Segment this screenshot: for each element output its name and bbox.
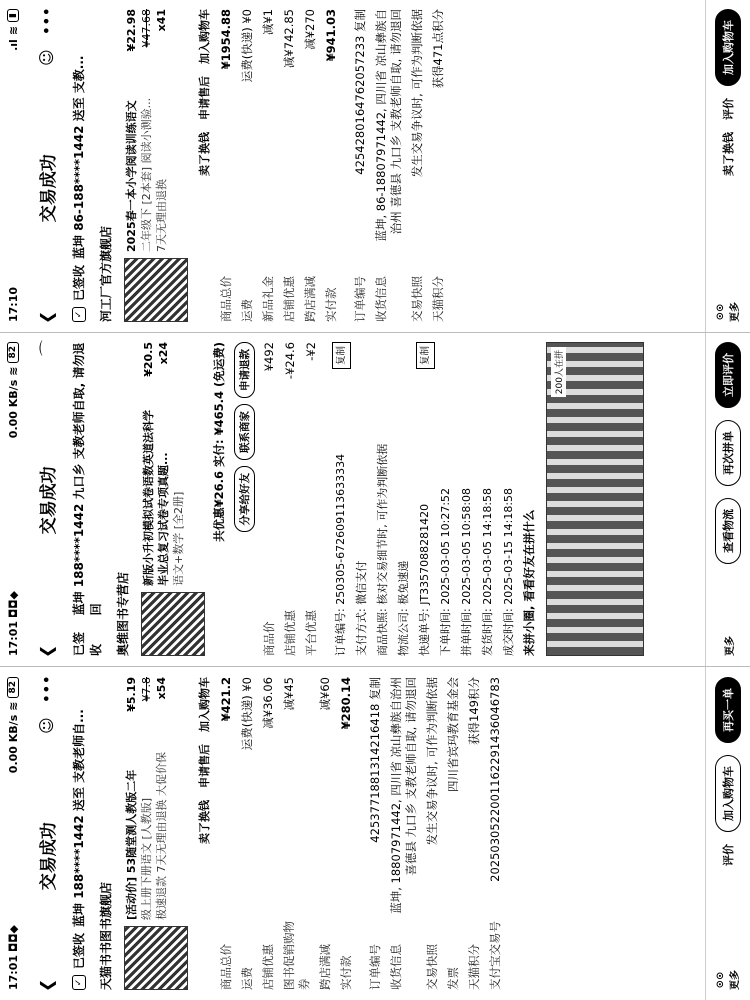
price-row: [301, 332, 322, 666]
product-price: ¥22.98: [125, 9, 138, 52]
detail-value: 2025-03-05 10:27:52: [439, 487, 452, 605]
detail-label: 快递单号: [418, 612, 431, 656]
row-label: 发票: [446, 967, 460, 990]
more-button[interactable]: ⊙⊙ 更多: [715, 302, 741, 322]
status-time: 17:01: [6, 954, 20, 990]
row-value: ¥280.14: [339, 677, 353, 730]
detail-value: 微信支付: [355, 560, 368, 605]
row-value: 减¥742.85: [282, 9, 296, 69]
row-label: 运费: [240, 967, 254, 990]
detail-row: 成交时间: 2025-03-15 14:18:58: [502, 487, 515, 656]
wifi-icon: ≋: [6, 701, 20, 711]
row-label: 店铺优惠: [261, 944, 275, 990]
battery-icon: 82: [7, 342, 19, 363]
delivery-address[interactable]: [66, 667, 91, 1000]
bottom-bar: [705, 667, 750, 1000]
row-value: ¥421.2: [219, 677, 233, 722]
signed-icon: ✓: [72, 975, 86, 990]
detail-value: JT3357088281420: [418, 503, 431, 605]
order-number-row: [350, 0, 371, 332]
detail-row: 拼单时间: 2025-03-05 10:58:08: [460, 487, 473, 656]
detail-label: 商品快照: [376, 612, 389, 656]
shop-name[interactable]: 奥维图书专营店: [116, 571, 130, 656]
product-quantity: x54: [155, 677, 168, 700]
signed-state: 已签收: [72, 631, 103, 656]
sell-button[interactable]: 卖了换钱: [198, 800, 211, 844]
row-value: 运费(快递) ¥0: [240, 677, 254, 751]
battery-icon: 82: [7, 677, 19, 698]
delivery-address[interactable]: [66, 0, 91, 332]
add-cart-button[interactable]: 加入购物车: [198, 677, 211, 732]
row-label: 跨店满减: [318, 944, 332, 990]
detail-value: 极兔速递: [397, 560, 410, 605]
product-service: 7天无理由退换: [155, 179, 168, 252]
net-speed: 0.00 KB/s: [6, 714, 20, 774]
invoice-row[interactable]: [443, 667, 464, 1000]
status-bar: [0, 0, 26, 332]
page-title: 交易成功: [38, 822, 59, 891]
page-title: 交易成功: [38, 466, 59, 535]
sell-button[interactable]: 卖了换钱: [198, 132, 211, 176]
product-thumbnail: [124, 258, 188, 322]
banner-badge: 200人在拼: [551, 347, 566, 397]
battery-icon: ▮: [7, 9, 19, 22]
row-label: 收货信息: [374, 276, 388, 322]
product-name: [活动价] 53随堂测人教版二年: [125, 769, 138, 920]
price-row: [237, 0, 258, 332]
order-panel-2: [0, 332, 750, 667]
status-time: 17:01: [6, 620, 20, 656]
detail-row: 发货时间: 2025-03-05 14:18:58: [481, 487, 494, 656]
bottom-bar: [705, 332, 750, 666]
price-row: [279, 0, 300, 332]
row-label: 商品总价: [219, 944, 233, 990]
net-speed: 0.00 KB/s: [6, 379, 20, 439]
nav-bar: [26, 332, 66, 666]
bottom-bar: [705, 0, 750, 332]
price-row: [237, 667, 258, 1000]
receiver-row: [386, 667, 422, 1000]
total-line: [209, 332, 230, 666]
row-value: ¥492: [262, 342, 276, 372]
add-cart-button[interactable]: 加入购物车: [198, 9, 211, 64]
more-icon[interactable]: •••: [36, 7, 56, 36]
copy-button[interactable]: 复制: [368, 677, 382, 700]
order-number-row: [365, 667, 386, 1000]
order-panel-3: [0, 0, 750, 333]
detail-row: 订单编号: 250305-672609113633334 复制: [330, 332, 351, 666]
share-friend-button[interactable]: 分享给好友: [234, 466, 255, 533]
view-logistics-button[interactable]: 查看物流: [715, 498, 741, 564]
copy-button[interactable]: 复制: [416, 342, 435, 369]
points-text: 获得471点积分: [431, 9, 445, 89]
product-spec: 语文+数学 [全2册]: [172, 491, 185, 586]
more-button[interactable]: ⊙⊙ 更多: [715, 970, 741, 990]
row-label: 实付款: [339, 955, 353, 990]
detail-label: 下单时间: [439, 612, 452, 656]
detail-row: 物流公司: 极兔速递: [397, 560, 410, 656]
product-original-price: ¥7.8: [140, 677, 153, 702]
detail-value: 2025-03-05 14:18:58: [481, 487, 494, 605]
status-bar: [0, 332, 26, 666]
more-icon: ⊙⊙: [715, 971, 726, 989]
snapshot-text: 发生交易争议时, 可作为判断依据: [410, 9, 424, 178]
row-value: 减¥45: [282, 677, 296, 711]
price-row: [280, 332, 301, 666]
status-bar: [0, 667, 26, 1000]
more-icon: ⊙⊙: [715, 303, 726, 321]
price-row: [279, 667, 315, 1000]
alipay-row: [485, 667, 506, 1000]
detail-label: 发货时间: [481, 612, 494, 656]
detail-label: 拼单时间: [460, 612, 473, 656]
points-row[interactable]: [464, 667, 485, 1000]
product-item[interactable]: [137, 332, 209, 666]
points-row[interactable]: [428, 0, 449, 332]
detail-row: 快递单号: JT3357088281420 复制: [414, 332, 435, 666]
row-label: 交易快照: [410, 276, 424, 322]
contact-seller-button[interactable]: 联系商家: [234, 404, 255, 460]
more-button[interactable]: 更多: [724, 636, 736, 656]
row-value: -¥2: [304, 342, 318, 361]
refund-button[interactable]: 申请退款: [234, 342, 255, 398]
detail-row: 支付方式: 微信支付: [355, 560, 368, 656]
promo-banner[interactable]: [546, 342, 644, 656]
detail-label: 成交时间: [502, 612, 515, 656]
snapshot-row[interactable]: [407, 0, 428, 332]
row-label: 图书促销购物券: [282, 921, 311, 990]
row-value: 减¥60: [318, 677, 332, 711]
detail-value: 250305-672609113633334: [334, 453, 347, 605]
copy-button[interactable]: 复制: [353, 9, 367, 32]
receiver-row: [371, 0, 407, 332]
group-circle-row[interactable]: [519, 332, 540, 666]
price-row: [258, 0, 279, 332]
more-icon[interactable]: •••: [36, 675, 56, 704]
detail-label: 支付方式: [355, 612, 368, 656]
product-spec: 二年级下 [2本套] 阅读小测验...: [140, 97, 153, 252]
price-row: [315, 667, 336, 1000]
shop-name[interactable]: 天猫书书图书旗舰店: [99, 881, 113, 990]
row-label: 天猫积分: [467, 944, 481, 990]
wifi-icon: ≋: [6, 366, 20, 376]
product-price: ¥5.19: [125, 677, 138, 712]
order-panel-1: [0, 667, 750, 1000]
signed-icon: ✓: [72, 307, 86, 322]
row-label: 平台优惠: [304, 610, 318, 656]
row-value: 减¥1: [261, 9, 275, 36]
price-row[interactable]: [321, 0, 342, 332]
detail-row: 下单时间: 2025-03-05 10:27:52: [439, 487, 452, 656]
after-sale-button[interactable]: 申请售后: [198, 744, 211, 788]
group-circle-text: 来拼小圈, 看看好友在拼什么: [522, 509, 536, 656]
row-label: 订单编号: [353, 276, 367, 322]
alipay-number: 2025030522001162291436046783: [488, 677, 502, 882]
order-number: 4254280164762057233: [353, 35, 367, 175]
product-name: 新版小升初模拟试卷语数英道法科学毕业总复习试卷专项真题...: [142, 410, 170, 586]
review-button[interactable]: 评价: [722, 98, 735, 120]
product-item[interactable]: [120, 667, 192, 1000]
product-spec: 级上册下册语文 [人教版]: [140, 797, 153, 920]
notification-icon: ◘◘◆: [6, 591, 20, 618]
row-label: 新品礼金: [261, 276, 275, 322]
service-icon[interactable]: ☺: [36, 49, 56, 66]
detail-value: 核对交易细节时, 可作为判断依据: [376, 443, 389, 605]
snapshot-text: 发生交易争议时, 可作为判断依据: [425, 677, 439, 846]
receiver-info: 蓝坤, 86-18807971442, 四川省 凉山彝族自治州 喜德县 九口乡 支教老师自取, 请勿退回: [374, 9, 403, 242]
row-label: 店铺优惠: [282, 276, 296, 322]
detail-value: 2025-03-05 10:58:08: [460, 487, 473, 605]
address-text: 蓝坤 188****1442 送至 支教老师自...: [72, 709, 86, 927]
points-text: 获得149积分: [467, 677, 481, 745]
snapshot-row[interactable]: [422, 667, 443, 1000]
product-item[interactable]: [120, 0, 192, 332]
invoice-text: 四川省宾玛教育基金会: [446, 677, 460, 792]
product-service: 极速退款 7天无理由退换 大促价保: [155, 752, 168, 920]
row-label: 商品价: [262, 621, 276, 656]
row-label: 天猫积分: [431, 276, 445, 322]
row-label: 运费: [240, 299, 254, 322]
price-row: [216, 0, 237, 332]
back-icon[interactable]: ❮: [36, 978, 56, 992]
add-cart-button[interactable]: 加入购物车: [715, 755, 741, 832]
delivery-address[interactable]: [66, 332, 108, 666]
price-row: [258, 667, 279, 1000]
product-original-price: ¥47.68: [140, 9, 153, 48]
after-sale-button[interactable]: 申请售后: [198, 76, 211, 120]
back-icon[interactable]: ❮: [36, 644, 56, 658]
row-value: 减¥36.06: [261, 677, 275, 729]
product-quantity: x41: [155, 9, 168, 32]
row-label: 交易快照: [425, 944, 439, 990]
address-text: 蓝坤 188****1442 九口乡 支教老师自取, 请勿退回: [72, 342, 103, 616]
row-label: 订单编号: [368, 944, 382, 990]
price-row: [216, 667, 237, 1000]
row-label: 收货信息: [389, 944, 403, 990]
shop-name[interactable]: 河工厂官方旗舰店: [99, 225, 113, 322]
product-name: 2025春一本小学阅读训练语文: [125, 100, 138, 252]
detail-label: 物流公司: [397, 612, 410, 656]
row-label: 商品总价: [219, 276, 233, 322]
product-quantity: x24: [157, 342, 170, 365]
nav-bar: [26, 0, 66, 332]
total-text: 共优惠¥26.6 实付: ¥465.4 (免运费): [212, 342, 226, 542]
row-label: 支付宝交易号: [488, 921, 502, 990]
row-value: 运费(快递) ¥0: [240, 9, 254, 83]
order-number: 4253771881314216418: [368, 703, 382, 843]
row-value: ¥1954.88: [219, 9, 233, 70]
review-now-button[interactable]: 立即评价: [715, 342, 741, 408]
row-label: 实付款: [324, 287, 338, 322]
price-row: [300, 0, 321, 332]
price-row[interactable]: [336, 667, 357, 1000]
add-cart-button[interactable]: 加入购物车: [715, 9, 741, 86]
row-value: ¥941.03: [324, 9, 338, 62]
signal-icon: .ıl: [6, 39, 20, 51]
status-time: 17:10: [6, 286, 20, 322]
price-row: [259, 332, 280, 666]
row-label: 跨店满减: [303, 276, 317, 322]
product-price: ¥20.5: [142, 342, 155, 377]
product-thumbnail: [124, 926, 188, 990]
detail-row[interactable]: 商品快照: 核对交易细节时, 可作为判断依据: [376, 443, 389, 656]
share-icon[interactable]: ⌒: [37, 340, 57, 357]
row-value: 减¥270: [303, 9, 317, 50]
group-again-button[interactable]: 再次拼单: [715, 420, 741, 486]
page-title: 交易成功: [38, 154, 59, 223]
notification-icon: ◘◘◆: [6, 925, 20, 952]
signed-state: 已签收: [72, 932, 86, 969]
sell-button[interactable]: 卖了换钱: [722, 132, 735, 176]
product-thumbnail: [141, 592, 205, 656]
detail-value: 2025-03-15 14:18:58: [502, 487, 515, 605]
wifi-icon: ≋: [6, 25, 20, 36]
buy-again-button[interactable]: 再买一单: [715, 677, 741, 743]
copy-button[interactable]: 复制: [332, 342, 351, 369]
receiver-info: 蓝坤, 18807971442, 四川省 凉山彝族自治州 喜德县 九口乡 支教老师自取, 请勿退回: [389, 677, 418, 914]
signed-state: 已签收: [72, 264, 86, 301]
back-icon[interactable]: ❮: [36, 310, 56, 324]
review-button[interactable]: 评价: [722, 844, 735, 866]
row-value: -¥24.6: [283, 342, 297, 380]
address-text: 蓝坤 86-188****1442 送至 支教...: [72, 55, 86, 259]
nav-bar: [26, 667, 66, 1000]
row-label: 店铺优惠: [283, 610, 297, 656]
detail-label: 订单编号: [334, 612, 347, 656]
service-icon[interactable]: ☺: [36, 717, 56, 734]
